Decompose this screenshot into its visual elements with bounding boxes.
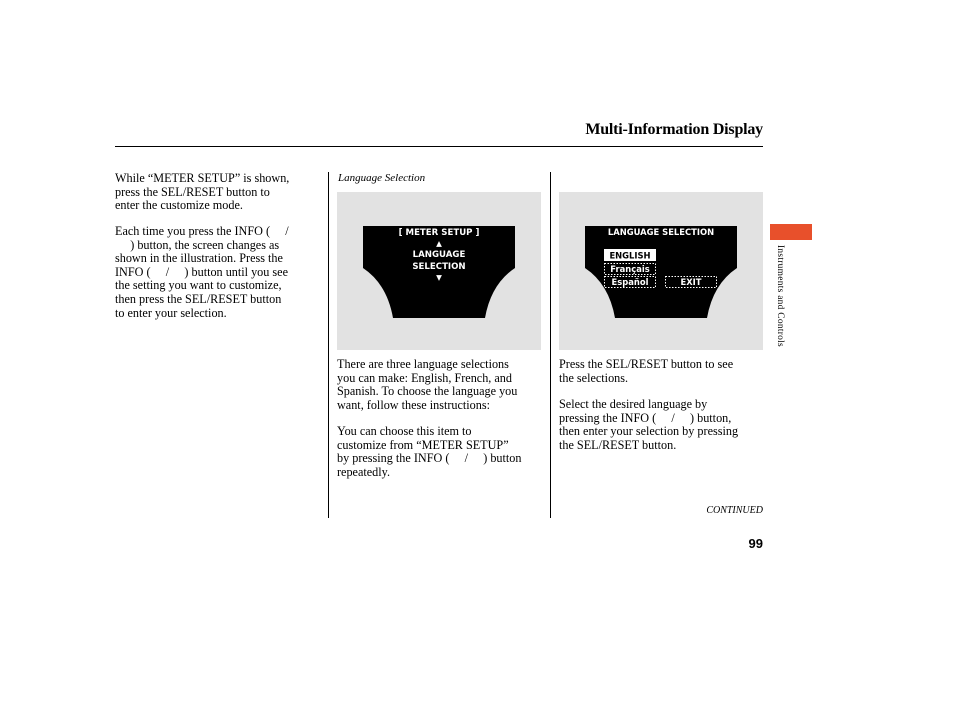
text-line: then press the SEL/RESET button [115,291,282,306]
display-header: LANGUAGE SELECTION [607,227,715,237]
meter-setup-display [337,192,541,350]
option-french: Français [610,264,650,274]
section-tab-label: Instruments and Controls [775,245,785,347]
meter-setup-illustration [337,192,541,350]
continued-label: CONTINUED [706,505,763,516]
page-number: 99 [748,536,763,551]
text-line: enter the customize mode. [115,198,243,213]
option-spanish: Español [611,277,649,287]
text-line: the SEL/RESET button. [559,437,677,452]
text-line: the selections. [559,370,629,385]
text-line: customize from “METER SETUP” [337,437,509,452]
language-selection-display [559,192,763,350]
middle-paragraph-1 [337,358,517,412]
option-english: ENGLISH [609,250,651,261]
left-paragraph-2 [115,225,289,320]
text-line: repeatedly. [337,464,391,479]
page-title: Multi-Information Display [585,121,763,138]
middle-paragraph-2 [337,425,522,479]
column-divider-right [550,172,551,518]
text-line: Spanish. To choose the language you [337,384,518,399]
display-screen [585,226,737,318]
text-line: You can choose this item to [337,424,472,438]
text-line: the setting you want to customize, [115,278,282,293]
display-header: [ METER SETUP ] [398,228,480,238]
right-paragraph-2 [559,398,738,452]
text-line: to enter your selection. [115,305,227,320]
text-line: Select the desired language by [559,397,708,411]
text-line: INFO ( / ) button until you see [115,264,288,279]
right-paragraph-1 [559,358,733,385]
text-line: by pressing the INFO ( / ) button [337,451,522,466]
text-line: Press the SEL/RESET button to see [559,357,734,371]
text-line: There are three language selections [337,357,509,371]
text-line: While “METER SETUP” is shown, [115,171,290,185]
text-line: then enter your selection by pressing [559,424,739,439]
text-line: Each time you press the INFO ( / [115,224,289,238]
display-line-2: SELECTION [412,262,466,272]
option-exit: EXIT [680,277,702,287]
text-line: pressing the INFO ( / ) button, [559,410,732,425]
header-rule [115,146,763,147]
text-line: press the SEL/RESET button to [115,184,270,199]
text-line: you can make: English, French, and [337,370,512,385]
language-selection-illustration [559,192,763,350]
text-line: shown in the illustration. Press the [115,251,283,266]
illustration-caption: Language Selection [338,172,426,184]
left-paragraph-1 [115,172,289,213]
display-line-1: LANGUAGE [412,250,466,260]
down-arrow-icon: ▼ [436,273,442,282]
up-arrow-icon: ▲ [436,239,442,248]
text-line: ) button, the screen changes as [115,237,280,252]
section-tab [770,224,812,240]
column-divider-left [328,172,329,518]
text-line: want, follow these instructions: [337,397,490,412]
